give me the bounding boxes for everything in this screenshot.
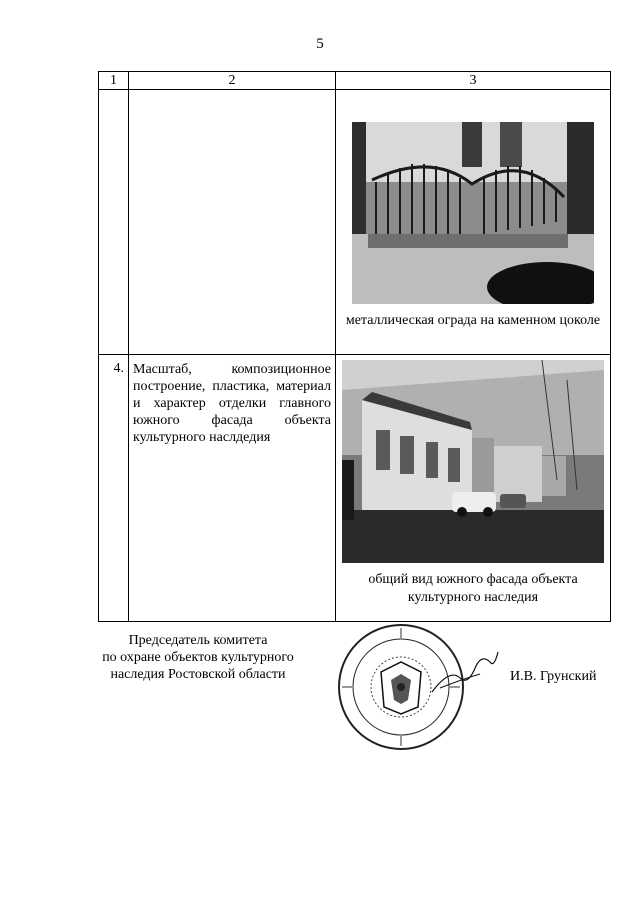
fence-photo — [352, 122, 594, 304]
row-number — [99, 90, 129, 355]
chairman-title-line2: по охране объектов культурного — [102, 650, 294, 665]
chairman-title-line3: наследия Ростовской области — [110, 667, 286, 682]
chairman-name: И.В. Грунский — [510, 669, 597, 684]
row-number: 4. — [99, 355, 129, 622]
facade-photo — [342, 360, 604, 563]
table-header-row — [99, 72, 611, 90]
column-header-2: 2 — [129, 72, 336, 90]
handwritten-signature-icon — [430, 648, 500, 698]
table-row — [99, 355, 611, 622]
table-row — [99, 90, 611, 355]
page-number: 5 — [316, 36, 324, 52]
chairman-title-line1: Председатель комитета — [128, 633, 268, 648]
column-header-3: 3 — [336, 72, 611, 90]
heritage-table — [98, 71, 611, 622]
row-description — [129, 90, 336, 355]
column-header-1: 1 — [99, 72, 129, 90]
row-photo-cell — [336, 90, 611, 355]
chairman-title — [80, 632, 316, 683]
row-description: Масштаб, композиционное построение, пластика, материал и характер отделки главного южного фасада объекта культурного наслдедия — [129, 355, 336, 622]
photo-caption: металлическая ограда на каменном цоколе — [345, 313, 601, 328]
row-photo-cell — [336, 355, 611, 622]
photo-caption: общий вид южного фасада объекта культурного наследия — [368, 572, 578, 605]
